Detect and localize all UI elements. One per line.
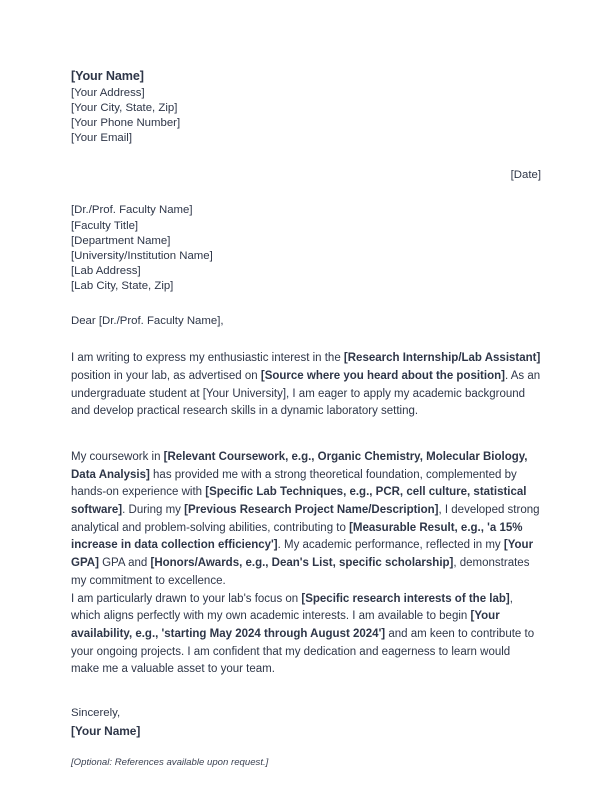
sender-name: [Your Name] xyxy=(71,69,144,83)
p3-text-3: and am keen to contribute to your ongoing projects. I am confident that my dedication and eagerness to learn would make me a valuable asset to your team. xyxy=(71,627,535,676)
p1-text-3: . As an undergraduate student at [Your University], I am eager to apply my academic background and develop practical research skills in a dynamic laboratory setting. xyxy=(71,369,541,418)
recipient-department: [Department Name] xyxy=(71,234,171,247)
p2-placeholder-result: [Measurable Result, e.g., 'a 15% increase in data collection efficiency'] xyxy=(71,521,523,552)
sender-address: [Your Address] xyxy=(71,87,145,99)
sender-email: [Your Email] xyxy=(71,132,132,145)
closing-block xyxy=(71,705,541,740)
p2-placeholder-coursework: [Relevant Coursework, e.g., Organic Chemistry, Molecular Biology, Data Analysis] xyxy=(71,450,528,481)
letter-content xyxy=(71,68,541,769)
body-paragraph-1 xyxy=(71,350,541,421)
recipient-city-state-zip: [Lab City, State, Zip] xyxy=(71,279,174,292)
p3-text-1: I am particularly drawn to your lab's focus on xyxy=(71,592,302,605)
p1-placeholder-role: [Research Internship/Lab Assistant] xyxy=(343,352,541,365)
p2-text-5: . My academic performance, reflected in my xyxy=(277,539,504,552)
p1-text-2: position in your lab, as advertised on xyxy=(71,369,261,382)
body-paragraph-2 xyxy=(71,449,541,591)
p2-placeholder-techniques: [Specific Lab Techniques, e.g., PCR, cell culture, statistical software] xyxy=(71,486,527,517)
p3-placeholder-availability: [Your availability, e.g., 'starting May 2024 through August 2024'] xyxy=(71,610,500,640)
date-line: [Date] xyxy=(510,169,541,182)
p3-placeholder-interests: [Specific research interests of the lab] xyxy=(301,592,510,605)
recipient-address: [Lab Address] xyxy=(71,264,141,277)
p2-text-1: My coursework in xyxy=(71,450,164,463)
p2-text-3: . During my xyxy=(122,504,185,517)
signature-name: [Your Name] xyxy=(71,723,141,738)
p2-text-2: has provided me with a strong theoretical foundation, complemented by hands-on experience with xyxy=(71,468,517,499)
p2-text-4: , I developed strong analytical and problem-solving abilities, contributing to xyxy=(71,504,540,534)
recipient-institution: [University/Institution Name] xyxy=(71,249,213,262)
salutation: Dear [Dr./Prof. Faculty Name], xyxy=(71,315,224,328)
recipient-name: [Dr./Prof. Faculty Name] xyxy=(71,204,193,217)
sender-block xyxy=(71,68,541,146)
recipient-block xyxy=(71,203,541,294)
p2-text-6: GPA and xyxy=(98,557,151,570)
valediction: Sincerely, xyxy=(71,707,121,720)
p1-placeholder-source: [Source where you heard about the position] xyxy=(260,369,505,382)
p1-text-1: I am writing to express my enthusiastic interest in the xyxy=(71,352,344,365)
sender-city-state-zip: [Your City, State, Zip] xyxy=(71,102,178,115)
body-paragraph-3 xyxy=(71,591,541,680)
recipient-title: [Faculty Title] xyxy=(71,219,139,232)
p2-placeholder-gpa: [Your GPA] xyxy=(71,539,534,570)
p2-placeholder-honors: [Honors/Awards, e.g., Dean's List, specific scholarship] xyxy=(150,557,454,570)
p2-placeholder-project: [Previous Research Project Name/Description] xyxy=(184,504,439,517)
sender-phone: [Your Phone Number] xyxy=(71,117,181,130)
p3-text-2: , which aligns perfectly with my own academic interests. I am available to begin xyxy=(71,592,513,623)
footer-note: [Optional: References available upon request.] xyxy=(71,757,269,769)
p2-text-7: , demonstrates my commitment to excellence. xyxy=(71,557,530,587)
